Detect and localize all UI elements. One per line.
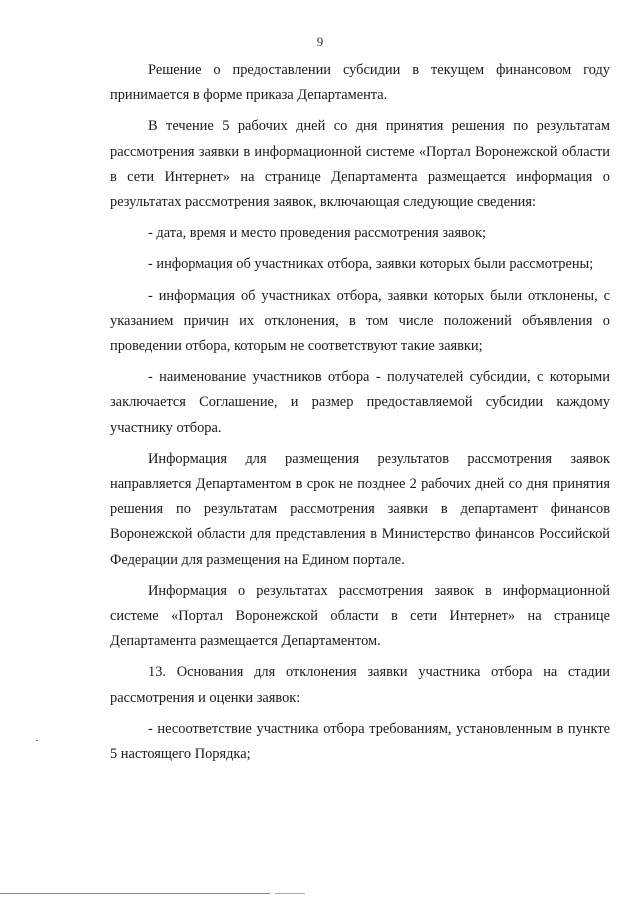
list-item-subsidy-recipients: - наименование участников отбора - получателей субсидии, с которыми заключается Соглашение, и размер предоставляемой субсидии каждому участнику отбора. (110, 369, 610, 436)
scan-edge-line-fragment (275, 893, 305, 894)
list-item-rejected-participants: - информация об участниках отбора, заявки которых были отклонены, с указанием причин их отклонения, в том числе положений объявления о проведении отбора, которым не соответствуют такие заявки; (110, 287, 610, 355)
document-body (110, 58, 610, 773)
paragraph-rejection-grounds: 13. Основания для отклонения заявки участника отбора на стадии рассмотрения и оценки заявок: (110, 664, 610, 706)
scan-edge-line (0, 893, 270, 894)
scan-speck (36, 740, 38, 741)
list-item-date-time-place: - дата, время и место проведения рассмотрения заявок; (148, 225, 486, 242)
paragraph-information-submission: Информация для размещения результатов рассмотрения заявок направляется Департаментом в срок не позднее 2 рабочих дней со дня принятия решения по результатам рассмотрения заявки в департамент финансов Воронежской области для представления в Министерство финансов Российской Федерации для размещения на Едином портале. (110, 450, 610, 568)
page-number: 9 (316, 34, 324, 49)
list-item-requirements-mismatch: - несоответствие участника отбора требованиям, установленным в пункте 5 настоящего Порядка; (110, 720, 610, 763)
paragraph-results-publication: В течение 5 рабочих дней со дня принятия решения по результатам рассмотрения заявки в информационной системе «Портал Воронежской области в сети Интернет» на странице Департамента размещается информация о результатах рассмотрения заявок, включающая следующие сведения: (110, 118, 610, 211)
paragraph-decision-form: Решение о предоставлении субсидии в текущем финансовом году принимается в форме приказа Департамента. (110, 62, 610, 104)
paragraph-information-placement: Информация о результатах рассмотрения заявок в информационной системе «Портал Воронежской области в сети Интернет» на странице Департамента размещается Департаментом. (110, 582, 610, 650)
list-item-reviewed-participants: - информация об участниках отбора, заявки которых были рассмотрены; (148, 256, 594, 273)
